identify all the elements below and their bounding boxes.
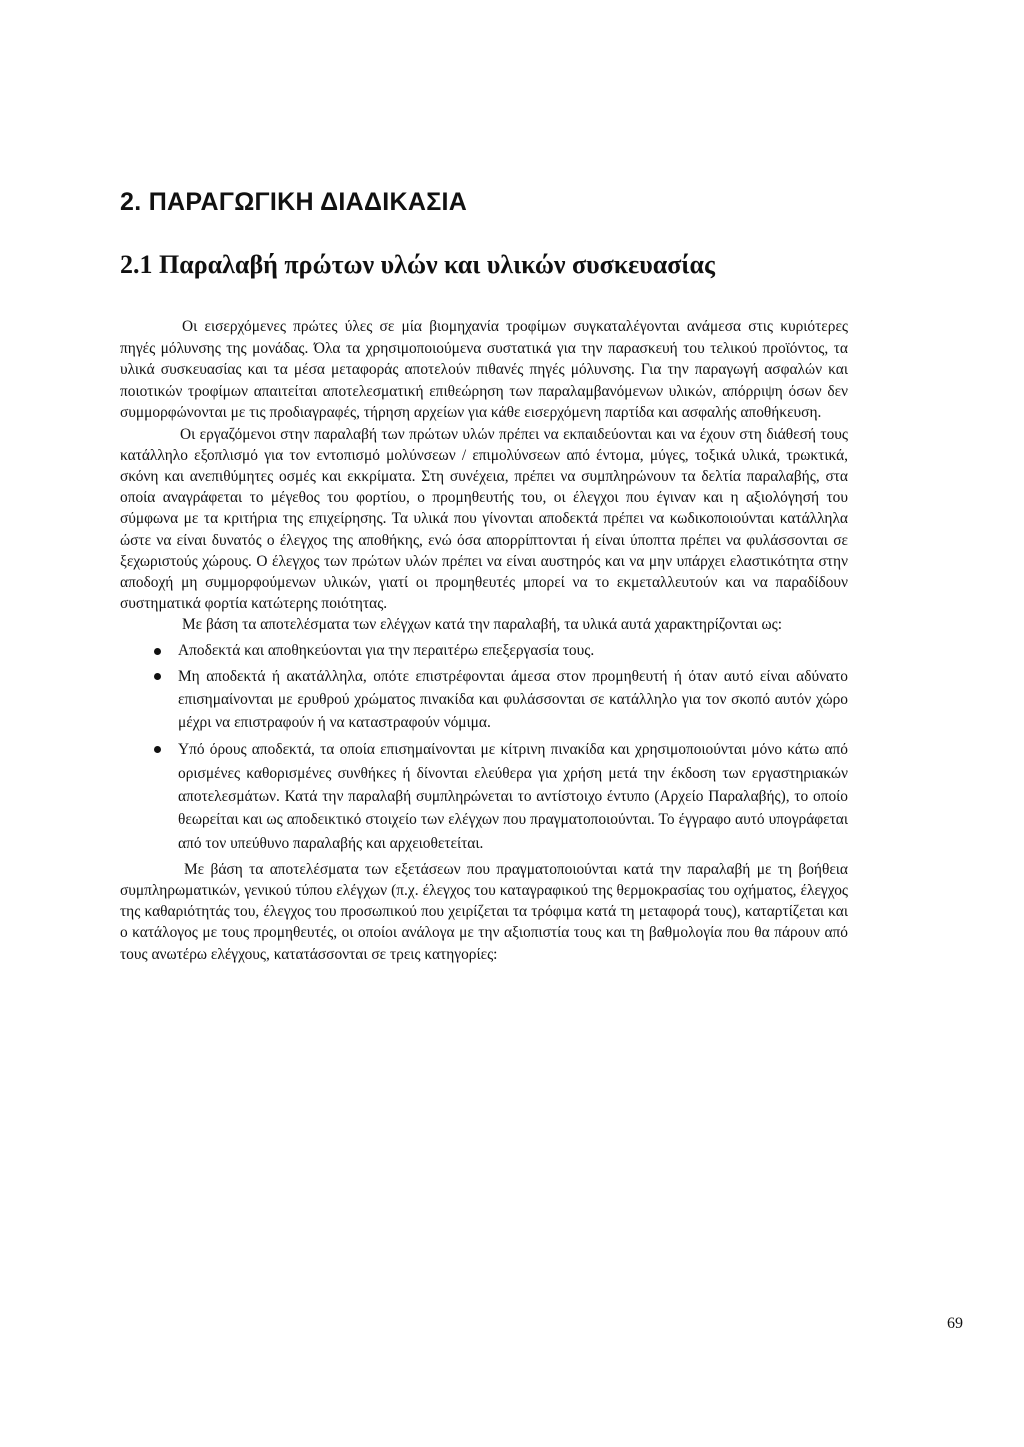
- list-item: [120, 640, 848, 662]
- chapter-heading: 2. ΠΑΡΑΓΩΓΙΚΗ ΔΙΑΔΙΚΑΣΙΑ: [120, 188, 468, 216]
- paragraph: Οι εργαζόμενοι στην παραλαβή των πρώτων υλών πρέπει να εκπαιδεύονται και να έχουν στη διάθεσή τους κατάλληλο εξοπλισμό για τον εντοπισμό μολύνσεων / επιμολύνσεων από έντομα, μύγες, τοξικά υλικά, τρωκτικά, σκόνη και ανεπιθύμητες οσμές και εκκρίματα. Στη συνέχεια, πρέπει να συμπληρώνουν τα δελτία παραλαβής, στα οποία αναγράφεται το μέγεθος του φορτίου, ο προμηθευτής του, οι έλεγχοι που έγιναν και η αξιολόγησή του σύμφωνα με τα κριτήρια της επιχείρησης. Τα υλικά που γίνονται αποδεκτά πρέπει να κωδικοποιούνται κατάλληλα ώστε να είναι δυνατός ο έλεγχος της αποθήκης, ενώ όσα απορρίπτονται ή είναι ύποπτα πρέπει να φυλάσσονται σε ξεχωριστούς χώρους. Ο έλεγχος των πρώτων υλών πρέπει να είναι αυστηρός και να μην υπάρχει ελαστικότητα στην αποδοχή μη συμμορφούμενων υλικών, γιατί οι προμηθευτές μπορεί να το εκμεταλλευτούν και να παραδίδουν συστηματικά φορτία κατώτερης ποιότητας.: [120, 425, 848, 613]
- bullet-icon: [154, 746, 161, 753]
- page-number: 69: [947, 1315, 963, 1332]
- bullet-icon: [154, 673, 161, 680]
- list-item: [120, 738, 848, 854]
- list-item: [120, 665, 848, 734]
- section-heading: 2.1 Παραλαβή πρώτων υλών και υλικών συσκευασίας: [120, 250, 715, 279]
- body-text: [120, 316, 848, 965]
- paragraph: Με βάση τα αποτελέσματα των ελέγχων κατά την παραλαβή, τα υλικά αυτά χαρακτηρίζονται ως:: [182, 616, 782, 634]
- paragraph: Με βάση τα αποτελέσματα των εξετάσεων που πραγματοποιούνται κατά την παραλαβή με τη βοήθεια συμπληρωματικών, γενικού τύπου ελέγχων (π.χ. έλεγχος του καταγραφικού της θερμοκρασίας του οχήματος, έλεγχος της καθαριότητάς του, έλεγχος του προσωπικού που χειρίζεται τα τρόφιμα κατά τη μεταφορά τους), καταρτίζεται και ο κατάλογος με τους προμηθευτές, οι οποίοι ανάλογα με την αξιοπιστία τους και τη βαθμολογία που θα πάρουν από τους ανωτέρω ελέγχους, κατατάσσονται σε τρεις κατηγορίες:: [120, 860, 848, 963]
- bullet-list: [120, 640, 848, 855]
- list-item-text: Μη αποδεκτά ή ακατάλληλα, οπότε επιστρέφονται άμεσα στον προμηθευτή ή όταν αυτό είναι αδύνατο επισημαίνονται με ερυθρού χρώματος πινακίδα και φυλάσσονται σε κατάλληλο για τον σκοπό αυτόν χώρο μέχρι να επιστραφούν ή να καταστραφούν νόμιμα.: [178, 668, 848, 732]
- list-item-text: Αποδεκτά και αποθηκεύονται για την περαιτέρω επεξεργασία τους.: [178, 641, 595, 659]
- paragraph: Οι εισερχόμενες πρώτες ύλες σε μία βιομηχανία τροφίμων συγκαταλέγονται ανάμεσα στις κυριότερες πηγές μόλυνσης της μονάδας. Όλα τα χρησιμοποιούμενα συστατικά για την παρασκευή του τελικού προϊόντος, τα υλικά συσκευασίας και τα μέσα μεταφοράς αποτελούν πιθανές πηγές μόλυνσης. Για την παραγωγή ασφαλών και ποιοτικών τροφίμων απαιτείται αποτελεσματική επιθεώρηση των παραλαμβανόμενων υλικών, απόρριψη όσων δεν συμμορφώνονται με τις προδιαγραφές, τήρηση αρχείων για κάθε εισερχόμενη παρτίδα και ασφαλής αποθήκευση.: [120, 318, 848, 421]
- bullet-icon: [154, 648, 161, 655]
- list-item-text: Υπό όρους αποδεκτά, τα οποία επισημαίνονται με κίτρινη πινακίδα και χρησιμοποιούνται μόνο κάτω από ορισμένες καθορισμένες συνθήκες ή δίνονται ελεύθερα για χρήση μετά την έκδοση των εργαστηριακών αποτελεσμάτων. Κατά την παραλαβή συμπληρώνεται το αντίστοιχο έντυπο (Αρχείο Παραλαβής), το οποίο θεωρείται και ως αποδεικτικό στοιχείο των ελέγχων που πραγματοποιούνται. Το έγγραφο αυτό υπογράφεται από τον υπεύθυνο παραλαβής και αρχειοθετείται.: [178, 741, 848, 852]
